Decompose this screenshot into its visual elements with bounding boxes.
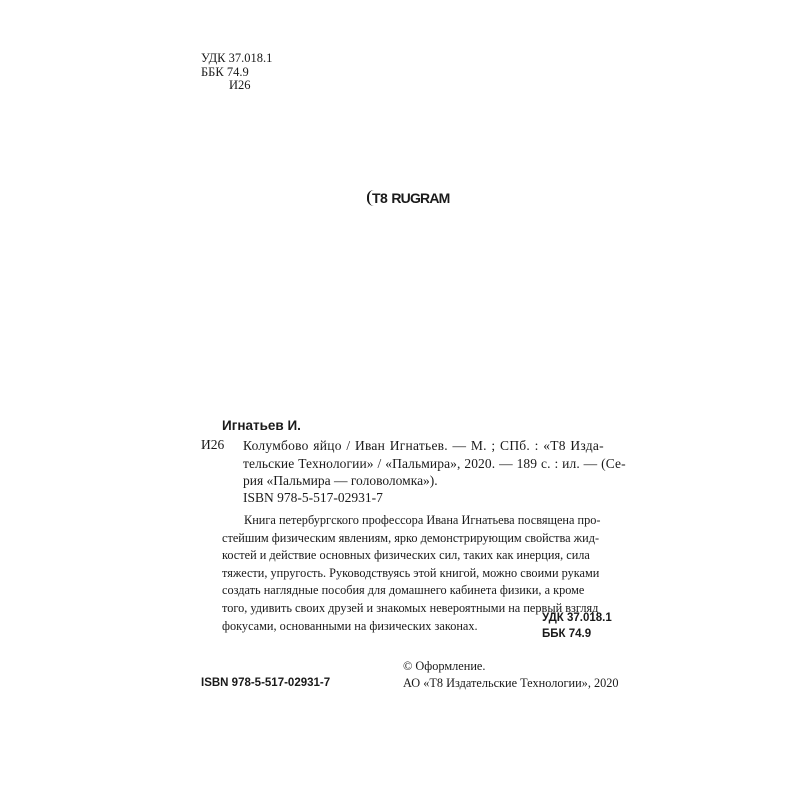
annotation-line: стейшим физическим явлениям, ярко демонстрирующим свойства жид- [222,530,600,545]
annotation-line: создать наглядные пособия для домашнего кабинета физики, а кроме [222,583,585,598]
annotation-line: костей и действие основных физических сил, таких как инерция, сила [222,548,590,563]
bibliographic-description [243,437,626,490]
record-isbn: ISBN 978-5-517-02931-7 [243,490,383,505]
classification-block [201,52,272,93]
bbk-code-bottom: ББК 74.9 [542,627,592,640]
annotation-line: Книга петербургского профессора Ивана Игнатьева посвящена про- [244,513,601,527]
classification-bottom [542,611,612,642]
copyright-line: © Оформление. [403,659,486,673]
udk-code: УДК 37.018.1 [201,51,273,65]
record-author-sign: И26 [201,437,225,452]
author-heading: Игнатьев И. [222,418,301,433]
logo-name: RUGRAM [391,190,450,206]
udk-code-bottom: УДК 37.018.1 [542,612,612,624]
author-sign: И26 [229,78,251,92]
copyright-publisher: АО «Т8 Издательские Технологии», 2020 [403,676,619,690]
bbk-code: ББК 74.9 [201,64,249,79]
description-line: рия «Пальмира — головоломка»). [243,473,438,489]
annotation-line: фокусами, основанными на физических законах. [222,618,478,633]
description-line: тельские Технологии» / «Пальмира», 2020. — 189 с. : ил. — (Се- [243,455,626,471]
logo-mark: T8 [367,190,388,206]
description-line: Колумбово яйцо / Иван Игнатьев. — М. ; СПб. : «Т8 Изда- [243,438,604,453]
annotation-line: того, удивить своих друзей и знакомых невероятными на первый взгляд [222,600,599,615]
annotation-line: тяжести, упругость. Руководствуясь этой книгой, можно своими руками [222,565,600,580]
footer-isbn: ISBN 978-5-517-02931-7 [201,677,331,689]
publisher-logo [367,190,450,206]
